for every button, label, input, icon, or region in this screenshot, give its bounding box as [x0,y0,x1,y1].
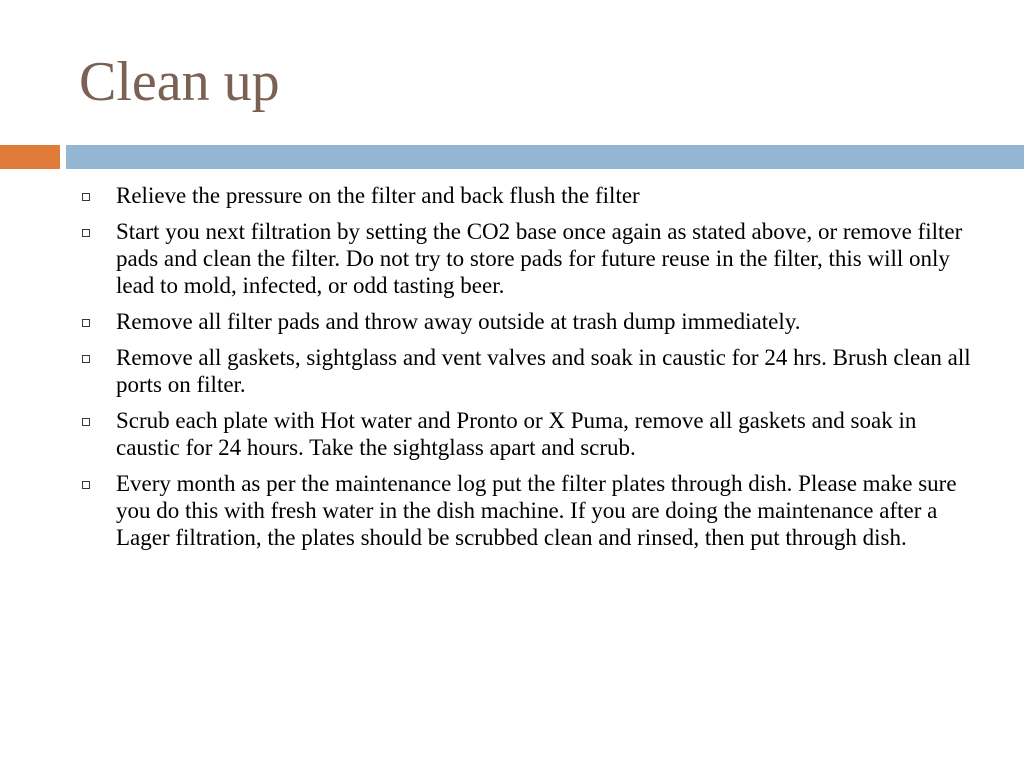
bullet-item [80,308,980,335]
bullet-item [80,182,980,209]
square-outline-icon [82,355,90,363]
accent-band-blue [66,145,1024,169]
bullet-text: Start you next filtration by setting the CO2 base once again as stated above, or remove filter pads and clean the filter. Do not try to store pads for future reuse in the filter, this will only lead to mold, infected, or odd tasting beer. [116,219,963,298]
bullet-item [80,470,980,551]
accent-band-orange [0,145,60,169]
square-outline-icon [82,193,90,201]
bullet-item [80,344,980,398]
bullet-text: Every month as per the maintenance log put the filter plates through dish. Please make sure you do this with fresh water in the dish machine. If you are doing the maintenance after a Lager filtration, the plates should be scrubbed clean and rinsed, then put through dish. [116,471,957,550]
bullet-item [80,407,980,461]
bullet-text: Remove all filter pads and throw away outside at trash dump immediately. [116,309,801,334]
square-outline-icon [82,481,90,489]
bullet-item [80,218,980,299]
bullet-text: Scrub each plate with Hot water and Pronto or X Puma, remove all gaskets and soak in caustic for 24 hours. Take the sightglass apart and scrub. [116,408,917,460]
slide-title: Clean up [79,51,280,113]
square-outline-icon [82,319,90,327]
square-outline-icon [82,229,90,237]
square-outline-icon [82,418,90,426]
bullet-list [80,182,980,560]
bullet-text: Relieve the pressure on the filter and back flush the filter [116,183,640,208]
bullet-text: Remove all gaskets, sightglass and vent valves and soak in caustic for 24 hrs. Brush clean all ports on filter. [116,345,971,397]
